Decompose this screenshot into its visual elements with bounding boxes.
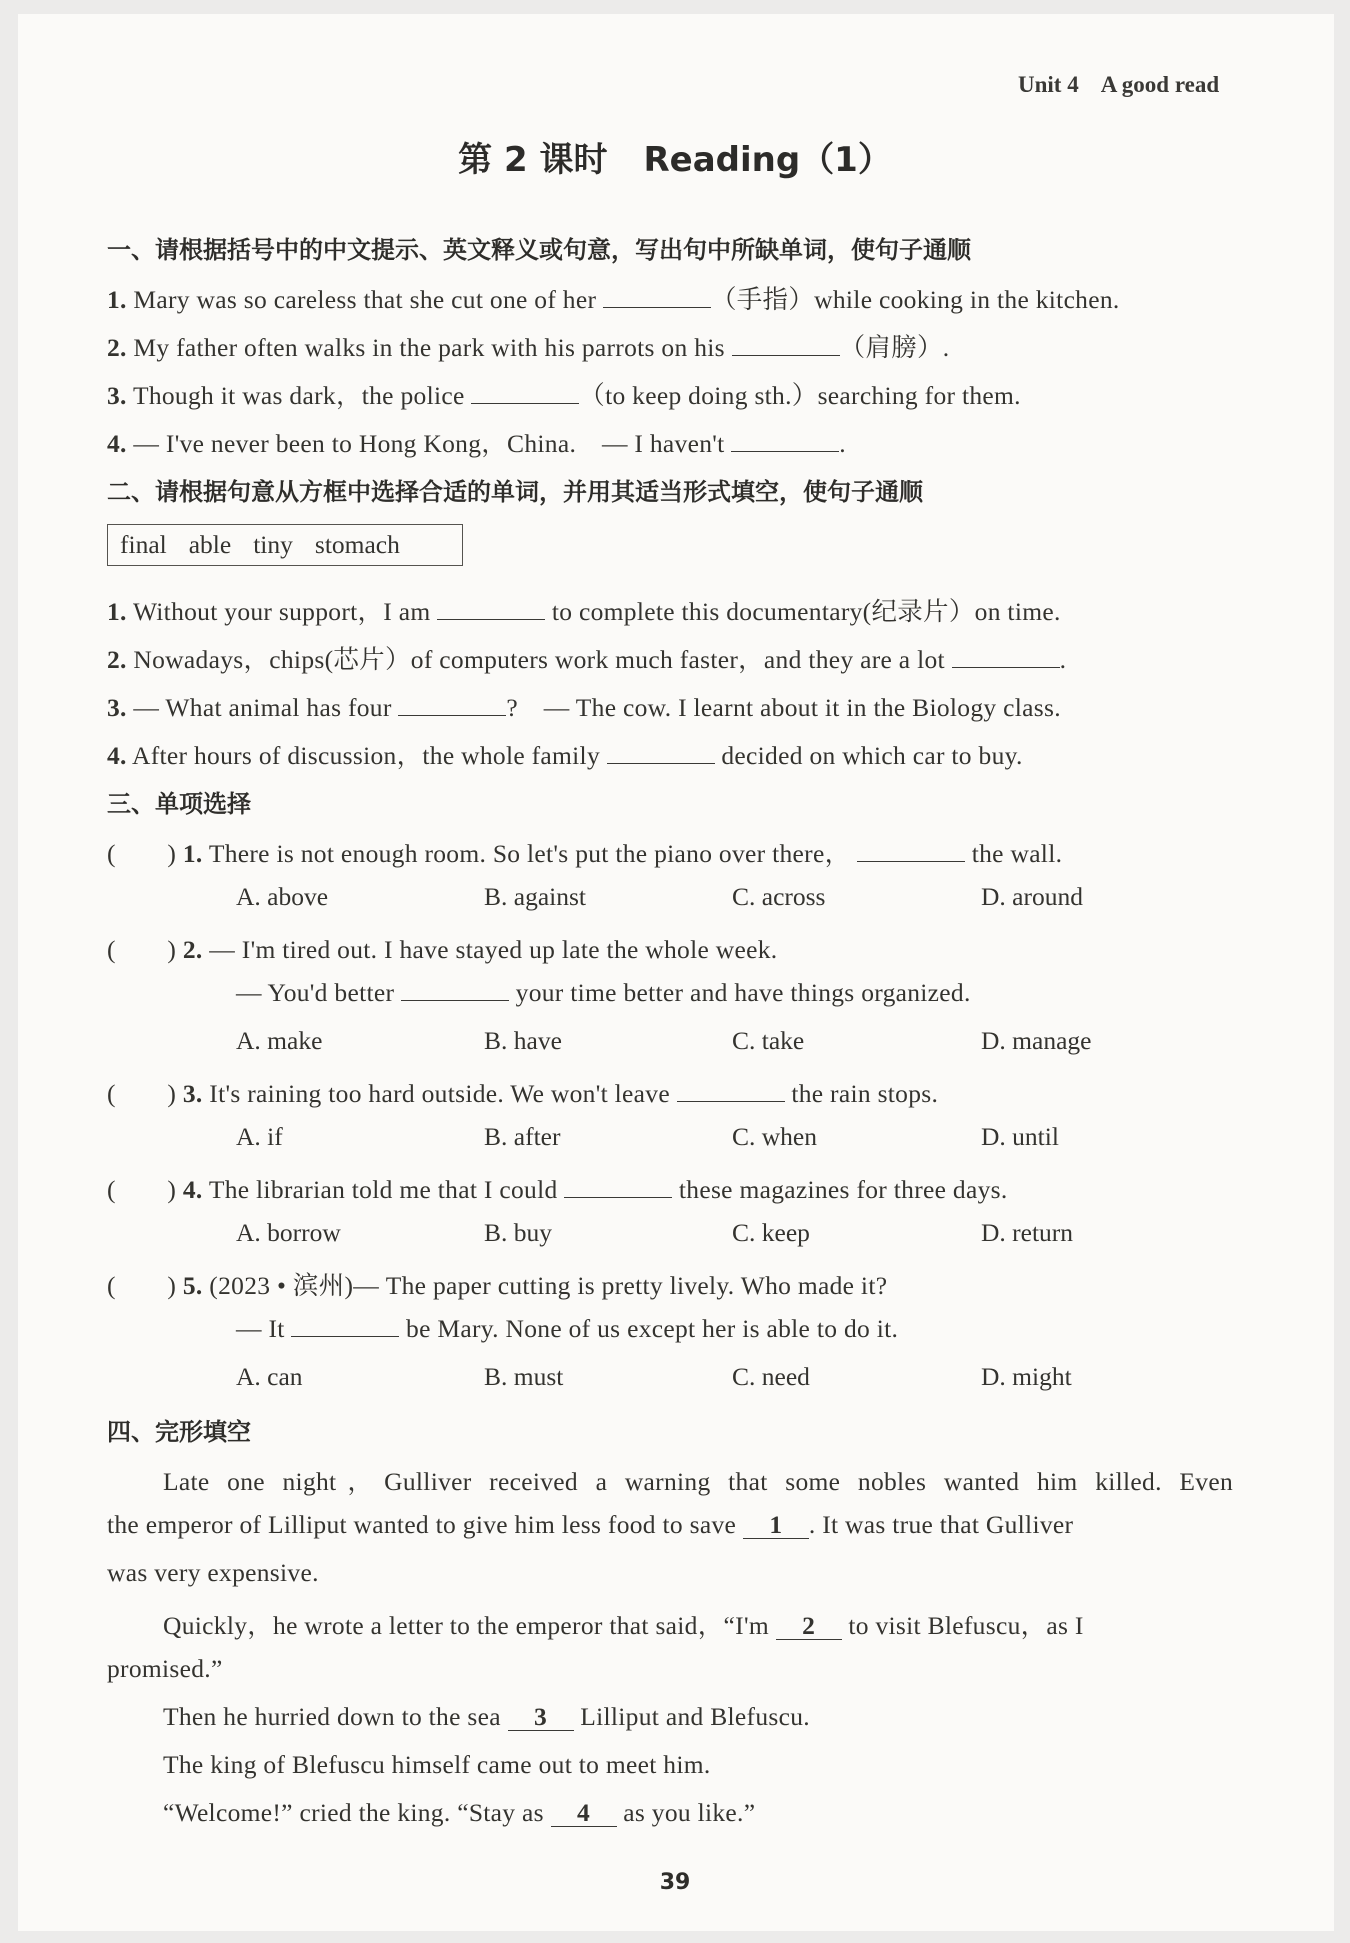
s1-item-3 [107,376,1021,412]
item-text: Without your support，I am [132,597,431,626]
item-number: 2. [107,333,127,362]
item-text: （肩膀）. [839,333,950,362]
mc-question-3 [107,1074,938,1110]
item-text: Though it was dark，the police [132,381,465,410]
mc-option-b[interactable]: B. after [484,1122,561,1151]
passage-line [163,1798,755,1828]
s1-item-4 [107,424,846,460]
question-text: The librarian told me that I could [208,1175,558,1204]
passage-text: Quickly，he wrote a letter to the emperor that said，“I'm [163,1611,769,1640]
passage-text: Then he hurried down to the sea [163,1702,501,1731]
item-number: 3. [107,693,127,722]
question-text: It's raining too hard outside. We won't leave [209,1079,670,1108]
lesson-topic: Reading（1） [643,140,892,180]
mc-option-d[interactable]: D. manage [981,1026,1092,1055]
mc-question-2 [107,930,777,966]
item-text: decided on which car to buy. [721,741,1023,770]
mc-option-d[interactable]: D. might [981,1362,1072,1391]
item-text: （to keep doing sth.）searching for them. [579,381,1021,410]
mc-option-d[interactable]: D. until [981,1122,1059,1151]
item-text: My father often walks in the park with his parrots on his [133,333,725,362]
item-number: 1. [107,285,127,314]
item-text: （手指）while cooking in the kitchen. [710,285,1120,314]
item-text: . [839,429,846,458]
page-number: 39 [659,1870,691,1895]
s1-item-2 [107,328,949,364]
passage-line [107,1510,1073,1540]
passage-line: was very expensive. [107,1558,319,1587]
answer-parentheses[interactable]: ( ) [107,839,177,868]
answer-blank [291,1314,399,1337]
item-text: — What animal has four [133,693,392,722]
question-text: your time better and have things organized. [515,978,971,1007]
item-text: ? — The cow. I learnt about it in the Biology class. [506,693,1061,722]
answer-blank[interactable] [603,285,711,308]
unit-label: Unit 4 [1018,72,1079,97]
mc-option-d[interactable]: D. around [981,882,1083,911]
section1-heading: 一、请根据括号中的中文提示、英文释义或句意，写出句中所缺单词，使句子通顺 [107,236,971,264]
answer-blank [677,1079,785,1102]
item-text: to complete this documentary(纪录片）on time. [551,597,1061,626]
question-text: the rain stops. [791,1079,939,1108]
mc-option-b[interactable]: B. against [484,882,586,911]
mc-option-a[interactable]: A. above [236,882,329,911]
cloze-blank[interactable]: 2 [776,1613,842,1640]
item-number: 3. [107,381,127,410]
mc-option-d[interactable]: D. return [981,1218,1074,1247]
mc-option-a[interactable]: A. if [236,1122,283,1151]
running-header [1018,72,1219,98]
item-number: 4. [107,429,127,458]
word-bank-word: able [188,530,232,559]
question-text: There is not enough room. So let's put the piano over there， [208,839,851,868]
question-text: the wall. [971,839,1063,868]
item-number: 1. [182,839,203,868]
item-text: — I've never been to Hong Kong，China. — I haven't [133,429,725,458]
word-bank-word: final [120,530,167,559]
mc-option-c[interactable]: C. keep [732,1218,810,1247]
mc-option-b[interactable]: B. buy [484,1218,553,1247]
item-number: 4. [182,1175,203,1204]
mc-option-a[interactable]: A. borrow [236,1218,341,1247]
passage-text: as you like.” [623,1798,756,1827]
word-bank-word: tiny [253,530,293,559]
passage-line [163,1702,810,1732]
passage-text: Lilliput and Blefuscu. [580,1702,810,1731]
s2-item-2 [107,640,1066,676]
mc-option-c[interactable]: C. when [732,1122,817,1151]
passage-text: to visit Blefuscu，as I [848,1611,1084,1640]
cloze-blank[interactable]: 3 [508,1704,574,1731]
mc-option-c[interactable]: C. need [732,1362,810,1391]
item-text: After hours of discussion，the whole family [132,741,600,770]
s2-item-1 [107,592,1061,628]
unit-title: A good read [1100,72,1220,97]
passage-line [163,1606,1084,1642]
cloze-blank[interactable]: 1 [743,1512,809,1539]
answer-parentheses[interactable]: ( ) [107,1079,177,1108]
item-number: 5. [182,1271,203,1300]
item-number: 3. [182,1079,203,1108]
answer-blank[interactable] [952,645,1060,668]
answer-blank[interactable] [471,381,579,404]
section3-heading: 三、单项选择 [107,790,251,818]
item-number: 4. [107,741,127,770]
section4-heading: 四、完形填空 [107,1418,251,1446]
lesson-title [0,132,1350,181]
passage-line: The king of Blefuscu himself came out to meet him. [163,1750,711,1779]
cloze-blank[interactable]: 4 [551,1800,617,1827]
mc-option-b[interactable]: B. must [484,1362,564,1391]
mc-option-c[interactable]: C. take [732,1026,805,1055]
question-text: — It [236,1314,285,1343]
item-number: 1. [107,597,127,626]
answer-parentheses[interactable]: ( ) [107,1175,177,1204]
answer-blank [401,978,509,1001]
answer-blank[interactable] [607,741,715,764]
question-text: these magazines for three days. [678,1175,1008,1204]
passage-text: “Welcome!” cried the king. “Stay as [163,1798,544,1827]
question-text: be Mary. None of us except her is able to do it. [406,1314,899,1343]
answer-blank [857,839,965,862]
s2-item-3 [107,688,1061,724]
mc-option-c[interactable]: C. across [732,882,826,911]
answer-parentheses[interactable]: ( ) [107,935,177,964]
item-text: . [1059,645,1067,674]
section2-heading: 二、请根据句意从方框中选择合适的单词，并用其适当形式填空，使句子通顺 [107,478,923,506]
question-text: (2023 • 滨州)— The paper cutting is pretty lively. Who made it? [209,1271,888,1300]
item-number: 2. [107,645,127,674]
answer-blank [564,1175,672,1198]
item-number: 2. [182,935,203,964]
answer-blank[interactable] [731,429,839,452]
answer-blank[interactable] [437,597,545,620]
s2-item-4 [107,736,1023,772]
passage-line: Late one night，Gulliver received a warning that some nobles wanted him killed. Even [163,1467,1233,1496]
answer-blank[interactable] [398,693,506,716]
passage-text: . It was true that Gulliver [808,1510,1074,1539]
mc-question-5 [107,1266,887,1302]
word-bank-word: stomach [314,530,400,559]
mc-option-b[interactable]: B. have [484,1026,562,1055]
passage-line: promised.” [107,1654,223,1683]
mc-question-2-line2 [236,978,971,1008]
passage-text: the emperor of Lilliput wanted to give him less food to save [107,1510,737,1539]
mc-option-a[interactable]: A. make [236,1026,323,1055]
lesson-number: 第 2 课时 [458,140,608,180]
item-text: Mary was so careless that she cut one of her [133,285,597,314]
mc-question-4 [107,1170,1008,1206]
s1-item-1 [107,280,1120,316]
item-text: Nowadays，chips(芯片）of computers work much faster，and they are a lot [133,645,945,674]
answer-parentheses[interactable]: ( ) [107,1271,177,1300]
answer-blank[interactable] [732,333,840,356]
mc-option-a[interactable]: A. can [236,1362,303,1391]
question-text: — I'm tired out. I have stayed up late the whole week. [209,935,778,964]
mc-question-1 [107,834,1062,870]
mc-question-5-line2 [236,1314,898,1344]
word-bank-box [107,524,463,566]
question-text: — You'd better [236,978,395,1007]
